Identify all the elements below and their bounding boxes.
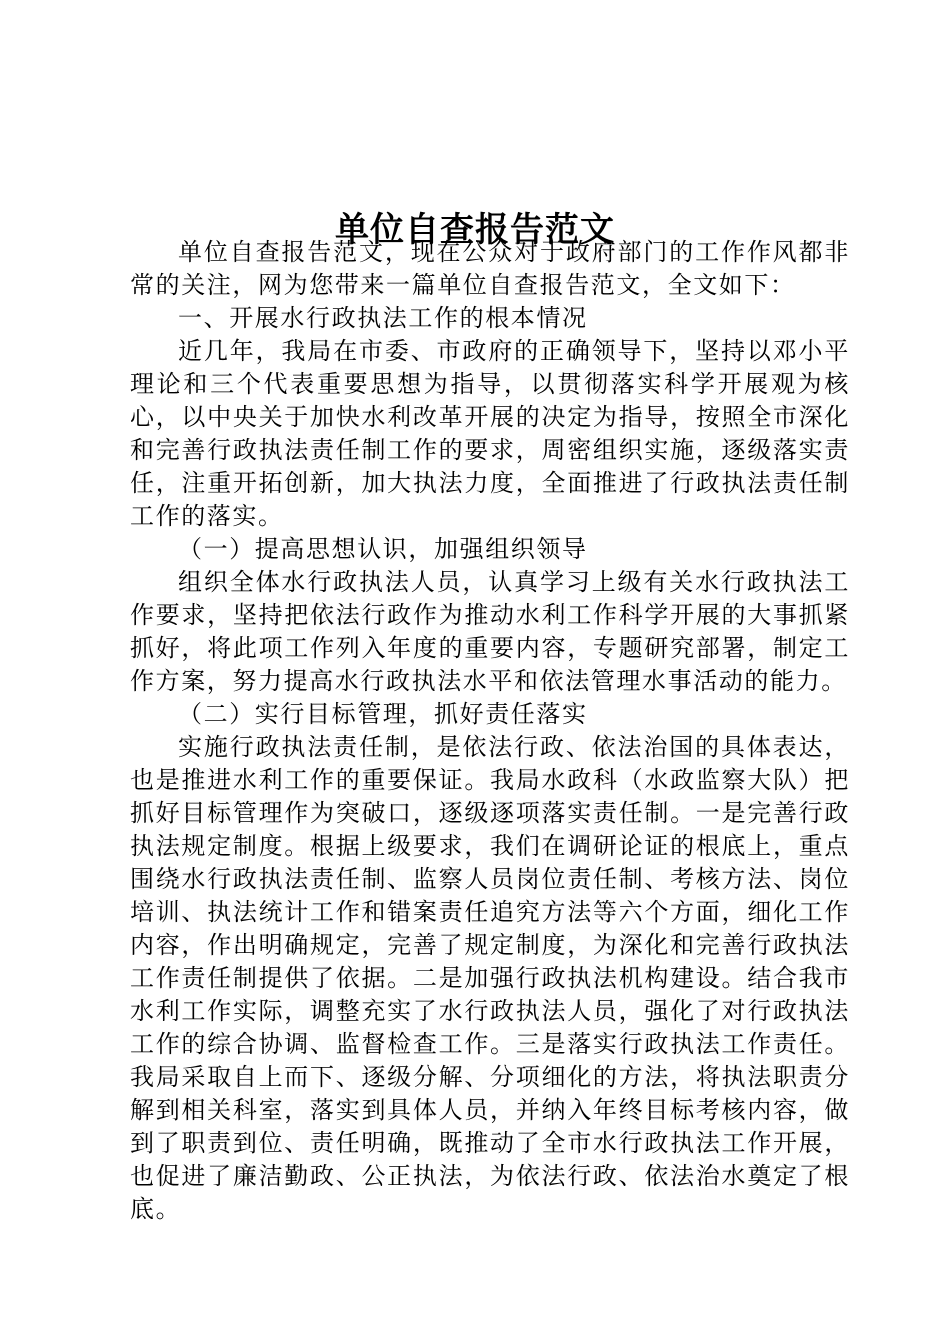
section-heading-1: 一、开展水行政执法工作的根本情况 — [178, 304, 588, 332]
intro-paragraph: 单位自查报告范文，现在公众对于政府部门的工作作风都非常的关注，网为您带来一篇单位自查报告范文，全文如下： — [130, 238, 850, 299]
subsection-2-paragraph: 实施行政执法责任制，是依法行政、依法治国的具体表达，也是推进水利工作的重要保证。我局水政科（水政监察大队）把抓好目标管理作为突破口，逐级逐项落实责任制。一是完善行政执法规定制度。根据上级要求，我们在调研论证的根底上，重点围绕水行政执法责任制、监察人员岗位责任制、考核方法、岗位培训、执法统计工作和错案责任追究方法等六个方面，细化工作内容，作出明确规定，完善了规定制度，为深化和完善行政执法工作责任制提供了依据。二是加强行政执法机构建设。结合我市水利工作实际，调整充实了水行政执法人员，强化了对行政执法工作的综合协调、监督检查工作。三是落实行政执法工作责任。我局采取自上而下、逐级分解、分项细化的方法，将执法职责分解到相关科室，落实到具体人员，并纳入年终目标考核内容，做到了职责到位、责任明确，既推动了全市水行政执法工作开展，也促进了廉洁勤政、公正执法，为依法行政、依法治水奠定了根底。 — [130, 733, 850, 1223]
subsection-heading-1: （一）提高思想认识，加强组织领导 — [178, 535, 588, 563]
document-body — [130, 236, 850, 1226]
subsection-1-paragraph: 组织全体水行政执法人员，认真学习上级有关水行政执法工作要求，坚持把依法行政作为推动水利工作科学开展的大事抓紧抓好，将此项工作列入年度的重要内容，专题研究部署，制定工作方案，努力提高水行政执法水平和依法管理水事活动的能力。 — [130, 568, 850, 695]
subsection-heading-2: （二）实行目标管理，抓好责任落实 — [178, 700, 588, 728]
document-title: 单位自查报告范文 — [335, 209, 615, 250]
section-1-paragraph: 近几年，我局在市委、市政府的正确领导下，坚持以邓小平理论和三个代表重要思想为指导，以贯彻落实科学开展观为核心，以中央关于加快水利改革开展的决定为指导，按照全市深化和完善行政执法责任制工作的要求，周密组织实施，逐级落实责任，注重开拓创新，加大执法力度，全面推进了行政执法责任制工作的落实。 — [130, 337, 850, 530]
